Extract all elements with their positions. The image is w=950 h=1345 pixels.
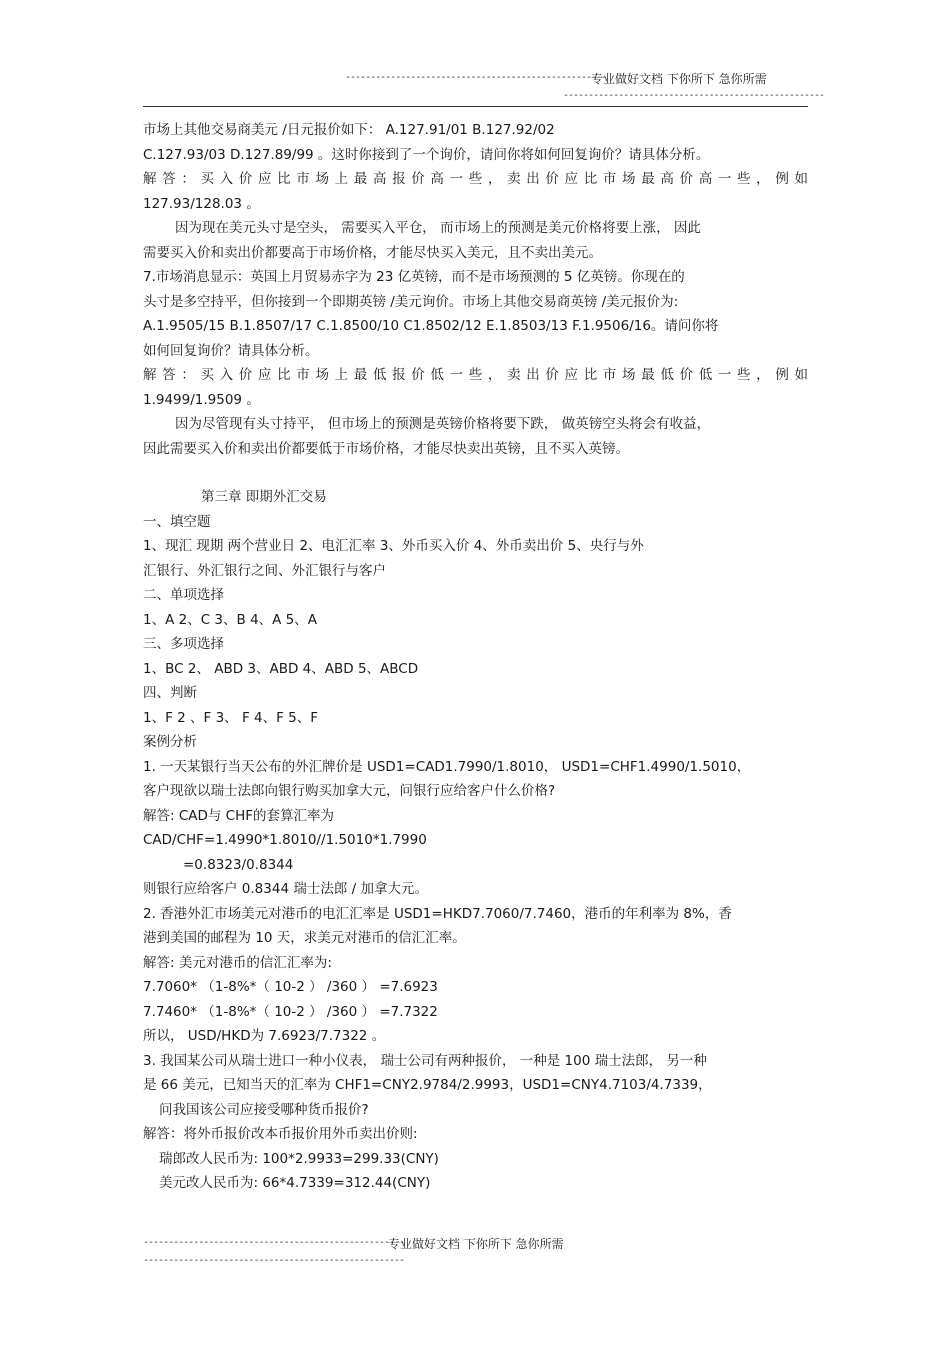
header-slogan: 专业做好文档 下你所下 急你所需 — [591, 72, 767, 86]
document-body — [143, 118, 808, 1196]
text-line: 1、A 2、C 3、B 4、A 5、A — [143, 611, 318, 628]
section-heading: 四、判断 — [143, 685, 197, 701]
text-line: 问我国该公司应接受哪种货币报价? — [159, 1101, 369, 1118]
text-line: C.127.93/03 D.127.89/99 。这时你接到了一个询价，请问你将如何回复询价？请具体分析。 — [143, 146, 710, 163]
text-line: 解答：买入价应比市场上最高报价高一些，卖出价应比市场最高价高一些，例如 — [143, 171, 808, 187]
section-heading: 一、填空题 — [143, 513, 211, 530]
text-line: 是 66 美元，已知当天的汇率为 CHF1=CNY2.9784/2.9993，USD1=CNY4.7103/4.7339， — [143, 1077, 712, 1093]
text-line: 7.市场消息显示：英国上月贸易赤字为 23 亿英镑，而不是市场预测的 5 亿英镑。你现在的 — [143, 269, 685, 285]
text-line: CAD/CHF=1.4990*1.8010//1.5010*1.7990 — [143, 832, 427, 848]
text-line: 7.7460* （1-8%*（ 10-2 ） /360 ） =7.7322 — [143, 1003, 438, 1020]
text-line: 1.9499/1.9509 。 — [143, 391, 260, 408]
text-line: 解答: CAD与 CHF的套算汇率为 — [143, 807, 335, 824]
header-rule — [143, 106, 808, 107]
section-heading: 二、单项选择 — [143, 587, 224, 603]
chapter-heading: 第三章 即期外汇交易 — [201, 489, 327, 505]
text-line: 因此需要买入价和卖出价都要低于市场价格，才能尽快卖出英镑，且不买入英镑。 — [143, 440, 629, 457]
text-line: 因为尽管现有头寸持平， 但市场上的预测是英镑价格将要下跌， 做英镑空头将会有收益， — [175, 416, 711, 432]
footer-slogan: 专业做好文档 下你所下 急你所需 — [388, 1237, 564, 1251]
text-line: 客户现欲以瑞士法郎向银行购买加拿大元，问银行应给客户什么价格? — [143, 783, 556, 799]
text-line: 解答：将外币报价改本币报价用外币卖出价则: — [143, 1126, 418, 1142]
text-line: 如何回复询价？请具体分析。 — [143, 342, 319, 359]
text-line: 解答: 美元对港币的信汇汇率为: — [143, 954, 332, 971]
text-line: 瑞郎改人民币为: 100*2.9933=299.33(CNY) — [159, 1150, 439, 1167]
header-dash-line-2: ---------------------------------------------------- — [563, 90, 825, 101]
text-line: 头寸是多空持平，但你接到一个即期英镑 /美元询价。市场上其他交易商英镑 /美元报价为: — [143, 293, 679, 310]
text-line: 所以， USD/HKD为 7.6923/7.7322 。 — [143, 1028, 386, 1044]
text-line: 港到美国的邮程为 10 天，求美元对港币的信汇汇率。 — [143, 930, 466, 946]
text-line: 2. 香港外汇市场美元对港币的电汇汇率是 USD1=HKD7.7060/7.7460，港币的年利率为 8%，香 — [143, 905, 732, 922]
text-line: =0.8323/0.8344 — [183, 856, 294, 873]
text-line: 则银行应给客户 0.8344 瑞士法郎 / 加拿大元。 — [143, 881, 428, 897]
text-line: 1、F 2 、F 3、 F 4、F 5、F — [143, 709, 319, 726]
text-line: 127.93/128.03 。 — [143, 195, 260, 212]
text-line: 美元改人民币为: 66*4.7339=312.44(CNY) — [159, 1175, 431, 1191]
text-line: 汇银行、外汇银行之间、外汇银行与客户 — [143, 562, 386, 579]
text-line: 市场上其他交易商美元 /日元报价如下： A.127.91/01 B.127.92/02 — [143, 122, 555, 138]
text-line: 解答：买入价应比市场上最低报价低一些，卖出价应比市场最低价低一些，例如 — [143, 367, 808, 383]
text-line: 需要买入价和卖出价都要高于市场价格，才能尽快买入美元，且不卖出美元。 — [143, 244, 602, 261]
section-heading: 案例分析 — [143, 734, 197, 750]
footer-dash-line: ---------------------------------------------------- — [143, 1237, 405, 1248]
text-line: A.1.9505/15 B.1.8507/17 C.1.8500/10 C1.8502/12 E.1.8503/13 F.1.9506/16。请问你将 — [143, 318, 719, 334]
text-line: 1、现汇 现期 两个营业日 2、电汇汇率 3、外币买入价 4、外币卖出价 5、央行与外 — [143, 538, 644, 554]
text-line: 3. 我国某公司从瑞士进口一种小仪表， 瑞士公司有两种报价， 一种是 100 瑞士法郎， 另一种 — [143, 1052, 707, 1069]
section-heading: 三、多项选择 — [143, 636, 224, 652]
text-line: 因为现在美元头寸是空头， 需要买入平仓， 而市场上的预测是美元价格将要上涨， 因此 — [175, 220, 701, 236]
footer-dash-line-2: ---------------------------------------------------- — [143, 1255, 405, 1266]
text-line: 7.7060* （1-8%*（ 10-2 ） /360 ） =7.6923 — [143, 979, 438, 995]
header-dash-line: ---------------------------------------------------- — [345, 72, 607, 83]
text-line: 1. 一天某银行当天公布的外汇牌价是 USD1=CAD1.7990/1.8010， USD1=CHF1.4990/1.5010， — [143, 758, 751, 775]
text-line: 1、BC 2、 ABD 3、ABD 4、ABD 5、ABCD — [143, 660, 419, 677]
